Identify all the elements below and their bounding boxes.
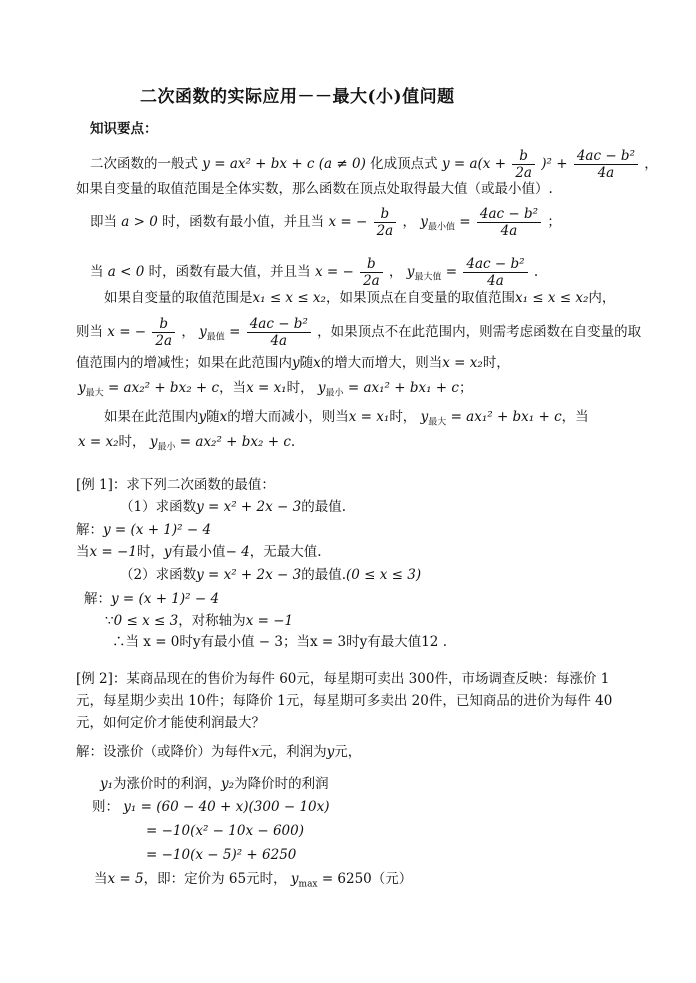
ex2-def-y2: y₂ <box>221 776 235 792</box>
ex1-s2l2-a: ∵ <box>105 613 114 629</box>
p4l4-f1: = ax₂² + bx₂ + c <box>107 380 220 396</box>
p5l1-c: 的增大而减小，则当 <box>227 409 349 425</box>
p4l2-frac2-num: 4ac − b² <box>247 316 311 333</box>
ex2-ans-y: y <box>290 871 299 887</box>
ex2-solution <box>76 743 361 761</box>
ex2-then: 则： <box>92 799 119 815</box>
p1-frac2-num: 4ac − b² <box>574 148 638 165</box>
p5l1-e: ，当 <box>561 409 589 425</box>
ex1-q2-a: （2）求函数 <box>120 567 197 583</box>
p4l3-y: y <box>292 355 300 371</box>
section-heading: 知识要点： <box>90 121 158 137</box>
p2-frac1 <box>374 206 397 239</box>
p4l3-x: x <box>313 355 321 371</box>
page-title: 二次函数的实际应用－－最大(小)值问题 <box>140 87 455 107</box>
p3-ylabel: y <box>406 264 415 280</box>
p1-frac2 <box>574 148 638 181</box>
ex1-s1l2-v: − 4 <box>225 544 250 560</box>
p3-frac2-den: 4a <box>487 273 504 289</box>
p5l2-b: . <box>290 434 296 450</box>
p4l4-a: ，当 <box>219 380 247 396</box>
p3-line <box>90 256 538 289</box>
p4l2-eq: = <box>229 324 241 340</box>
ex2-def-a: 为涨价时的利润， <box>113 776 222 792</box>
p1-formula-a: y = ax² + bx + c (a ≠ 0) <box>202 156 366 172</box>
ex1-s1l2-d: ，无最大值. <box>249 544 322 560</box>
p4l2-ysub: 最值 <box>206 332 225 343</box>
ex2-sol-b: 元，利润为 <box>259 744 327 760</box>
ex2-sol-x: x <box>251 744 260 760</box>
ex1-sol2-f: y = (x + 1)² − 4 <box>111 591 220 607</box>
p2-sep: ， <box>402 214 416 230</box>
p2-frac2-den: 4a <box>500 223 518 239</box>
p5l1-x: x <box>219 409 228 425</box>
ex1-s2l2-f: 0 ≤ x ≤ 3 <box>113 613 179 629</box>
ex2-line3: 元，如何定价才能使利润最大？ <box>76 715 265 731</box>
ex1-q1-f: y = x² + 2x − 3 <box>196 499 302 515</box>
p5l1-y: y <box>198 409 207 425</box>
ex2-ans-sub: max <box>298 879 318 890</box>
ex1-q1-a: （1）求函数 <box>120 499 197 515</box>
ex1-s1l2-f: x = −1 <box>89 544 137 560</box>
p4l3-c: 的增大而增大，则当 <box>320 355 443 371</box>
ex1-sol1-f: y = (x + 1)² − 4 <box>103 522 212 538</box>
ex2-eq1-line <box>92 798 330 816</box>
p1-text-a: 二次函数的一般式 <box>90 156 198 172</box>
ex1-sol1 <box>76 521 211 539</box>
p2-end: ； <box>547 214 561 230</box>
p2-eq: = <box>459 214 471 230</box>
p4l4-y2: y <box>317 380 326 396</box>
p4-line3 <box>76 354 510 372</box>
p1-line1 <box>90 148 658 181</box>
p1-line2: 如果自变量的取值范围是全体实数，那么函数在顶点处取得最大值（或最小值）. <box>76 181 553 197</box>
p4l4-y: y <box>78 380 86 396</box>
ex1-q2-f: y = x² + 2x − 3 <box>196 567 302 583</box>
p3-frac1-num: b <box>360 256 383 273</box>
p4l3-d: 时， <box>482 355 510 371</box>
p3-xexpr: x = − <box>314 264 354 280</box>
p3-frac1-den: 2a <box>363 273 380 289</box>
p1-frac1 <box>512 148 535 181</box>
p4l3-b: 随 <box>299 355 314 371</box>
p5l1-d: 时， <box>389 409 417 425</box>
p2-ylabel: y <box>420 214 428 230</box>
ex2-line2: 元，每星期少卖出 10件；每降价 1元，每星期可多卖出 20件，已知商品的进价为每件 40 <box>76 693 613 709</box>
p3-lead: 当 <box>90 264 104 280</box>
p4-line4 <box>78 379 472 397</box>
p4l4-c: ； <box>458 380 473 396</box>
ex1-sol2 <box>84 590 219 608</box>
p5l2-f2: = ax₂² + bx₂ + c <box>179 434 291 450</box>
ex1-s2l2-b: ，对称轴为 <box>178 613 246 629</box>
p3-mid: 时，函数有最大值，并且当 <box>148 264 311 280</box>
p4l2-ylabel: y <box>199 324 207 340</box>
p2-frac1-num: b <box>374 206 397 223</box>
p5l1-y2: y <box>420 409 429 425</box>
p5l1-b: 随 <box>206 409 220 425</box>
p3-sep: ， <box>389 264 403 280</box>
p1-frac2-den: 4a <box>597 165 615 181</box>
p3-end: . <box>533 264 539 280</box>
ex1-s1l2-a: 当 <box>76 544 90 560</box>
p1-frac1-den: 2a <box>515 165 532 181</box>
ex2-ans-c: = 6250（元） <box>321 871 413 887</box>
p5l1-f2: = ax₁² + bx₁ + c <box>450 409 562 425</box>
p2-line <box>90 206 561 239</box>
p1-formula-b-mid: )² + <box>541 156 568 172</box>
ex2-eq1: y₁ = (60 − 40 + x)(300 − 10x) <box>123 799 330 815</box>
p4l2-sep: ， <box>181 324 195 340</box>
p4l1-a: 如果自变量的取值范围是 <box>104 290 253 306</box>
ex2-ans-a: 当 <box>94 871 108 887</box>
p5l2-y: y <box>149 434 158 450</box>
p4l2-frac2 <box>247 316 311 349</box>
ex1-heading: [例 1]：求下列二次函数的最值： <box>76 477 275 493</box>
ex1-q2 <box>120 566 421 584</box>
p2-cond: a > 0 <box>121 214 158 230</box>
ex1-sol2-a: 解： <box>84 591 111 607</box>
ex1-sol1-a: 解： <box>76 522 103 538</box>
p2-mid: 时，函数有最小值，并且当 <box>162 214 325 230</box>
p5-line2 <box>78 433 295 451</box>
p4l2-c: ，如果顶点不在此范围内，则需考虑函数在自变量的取 <box>317 324 642 340</box>
p2-frac2 <box>477 206 541 239</box>
ex2-ans-b: ，即：定价为 65元时， <box>143 871 287 887</box>
p3-frac2 <box>463 256 527 289</box>
p5l2-a: 时， <box>118 434 146 450</box>
p5l2-f: x = x₂ <box>78 434 119 450</box>
p1-tail: ， <box>644 156 658 172</box>
p3-cond: a < 0 <box>107 264 145 280</box>
ex1-s1l2-b: 时， <box>136 544 164 560</box>
p4l4-b: 时， <box>286 380 314 396</box>
p5-line1 <box>104 408 589 426</box>
p2-ysub: 最小值 <box>427 222 455 233</box>
p4l1-c: 内， <box>588 290 616 306</box>
p4-line1 <box>104 289 615 307</box>
ex1-sol1-line2 <box>76 543 322 561</box>
ex2-sol-y: y <box>326 744 335 760</box>
p4l4-f2: x = x₁ <box>246 380 287 396</box>
ex2-defs <box>100 775 329 793</box>
p3-frac2-num: 4ac − b² <box>463 256 527 273</box>
ex2-sol-c: 元， <box>334 744 362 760</box>
p4l1-f2: x₁ ≤ x ≤ x₂ <box>514 290 589 306</box>
ex1-s1l2-y: y <box>163 544 172 560</box>
p4-line2 <box>76 316 641 349</box>
p4l2-frac1-den: 2a <box>155 333 173 349</box>
p4l2-xexpr: x = − <box>107 324 147 340</box>
ex2-eq3: = −10(x − 5)² + 6250 <box>146 847 297 863</box>
p4l2-frac1 <box>152 316 175 349</box>
p4l4-ysub: 最大 <box>85 388 104 399</box>
ex2-ans-f: x = 5 <box>107 871 144 887</box>
ex1-s2l2-f2: x = −1 <box>245 613 294 629</box>
p3-eq: = <box>445 264 458 280</box>
ex1-q1-b: 的最值. <box>301 499 347 515</box>
p2-lead: 即当 <box>90 214 117 230</box>
p2-xexpr: x = − <box>328 214 368 230</box>
p4l2-frac2-den: 4a <box>270 333 288 349</box>
p4l3-f: x = x₂ <box>442 355 483 371</box>
ex2-def-b: 为降价时的利润 <box>234 776 329 792</box>
p3-frac1 <box>360 256 383 289</box>
ex1-s1l2-c: 有最小值 <box>171 544 226 560</box>
p4l3-a: 值范围内的增减性；如果在此范围内 <box>76 355 292 371</box>
p2-frac1-den: 2a <box>376 223 394 239</box>
ex2-answer <box>94 870 412 888</box>
ex2-line1: [例 2]：某商品现在的售价为每件 60元，每星期可卖出 300件，市场调查反映：每涨价 1 <box>76 671 610 687</box>
ex1-q2-b: 的最值. <box>301 567 347 583</box>
ex1-q1 <box>120 498 346 516</box>
ex1-sol2-line3: ∴当 x = 0时y有最小值 − 3；当x = 3时y有最大值12 . <box>112 634 447 650</box>
p4l1-b: ，如果顶点在自变量的取值范围 <box>325 290 515 306</box>
p4l4-f3: = ax₁² + bx₁ + c <box>347 380 459 396</box>
p1-text-b: 化成顶点式 <box>370 156 438 172</box>
ex1-q2-range: (0 ≤ x ≤ 3) <box>346 567 422 583</box>
p4l4-ysub2: 最小 <box>325 388 344 399</box>
ex2-sol-a: 解：设涨价（或降价）为每件 <box>76 744 252 760</box>
p5l1-f: x = x₁ <box>348 409 390 425</box>
ex1-sol2-line2 <box>105 612 293 630</box>
p1-frac1-num: b <box>512 148 535 165</box>
p1-formula-b-pre: y = a(x + <box>441 156 507 172</box>
p5l2-ysub: 最小 <box>157 442 176 453</box>
p4l2-a: 则当 <box>76 324 103 340</box>
p5l1-ysub: 最大 <box>428 417 447 428</box>
p2-frac2-num: 4ac − b² <box>477 206 541 223</box>
ex2-eq2: = −10(x² − 10x − 600) <box>146 823 304 839</box>
p4l2-frac1-num: b <box>152 316 175 333</box>
p3-ysub: 最大值 <box>414 272 442 283</box>
ex2-def-y1: y₁ <box>100 776 114 792</box>
p4l1-f1: x₁ ≤ x ≤ x₂ <box>252 290 326 306</box>
p5l1-a: 如果在此范围内 <box>104 409 199 425</box>
